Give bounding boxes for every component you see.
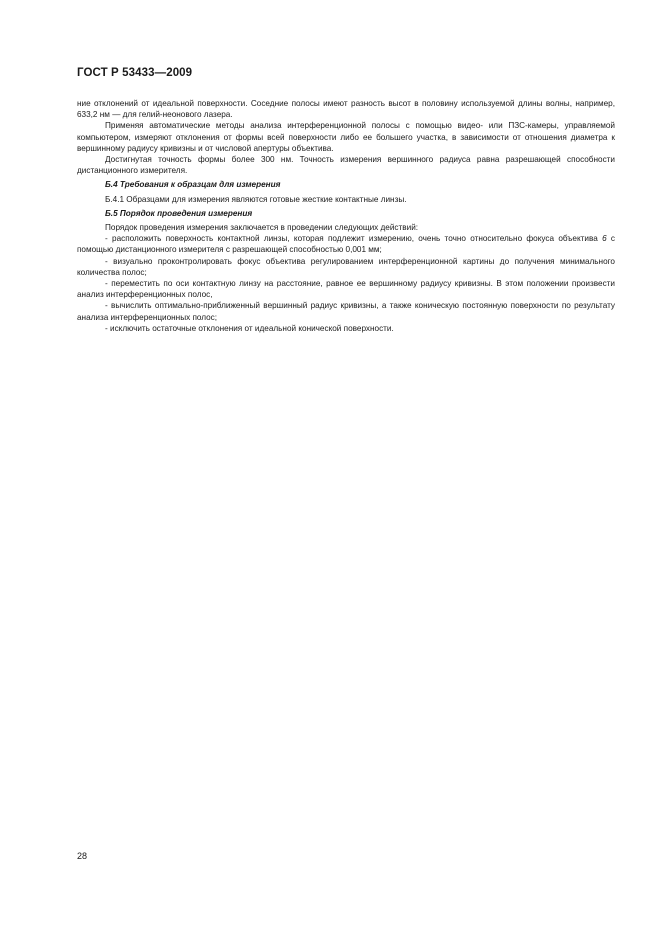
- list-item-exclude-deviations: - исключить остаточные отклонения от идеальной конической поверхности.: [105, 323, 394, 333]
- paragraph-automatic-methods: Применяя автоматические методы анализа интерференционной полосы с помощью видео- или ПЗС-камеры, управляемой компьютером, измеряют отклонения от формы всей поверхности либо ее большего участка, в зависимости от отношения диаметра к вершинному радиусу кривизны и от числовой апертуры объектива.: [77, 121, 615, 153]
- list-item-compute-radius: - вычислить оптимально-приближенный вершинный радиус кривизны, а также коническую постоянную поверхности по результату анализа интерференционных полос;: [77, 301, 615, 322]
- list-item-position-lens: [77, 233, 615, 255]
- objective-variable: 6: [602, 234, 607, 244]
- section-heading-b4: Б.4 Требования к образцам для измерения: [105, 180, 281, 190]
- paragraph-b5-intro: Порядок проведения измерения заключается в проведении следующих действий:: [105, 223, 419, 233]
- paragraph-continuation: ние отклонений от идеальной поверхности. Соседние полосы имеют разность высот в половину используемой длины волны, например, 633,2 нм — для гелий-неонового лазера.: [77, 99, 615, 120]
- list-item-text: - расположить поверхность контактной линзы, которая подлежит измерению, очень точно относительно фокуса объектива: [105, 234, 603, 244]
- list-item-text: с помощью дистанционного измерителя с разрешающей способностью 0,001 мм;: [77, 234, 616, 255]
- section-heading-b5: Б.5 Порядок проведения измерения: [105, 208, 253, 218]
- list-item-focus-control: - визуально проконтролировать фокус объектива регулированием интерференционной картины до получения минимального количества полос;: [77, 256, 615, 277]
- body-text: [77, 98, 615, 334]
- page-header: ГОСТ Р 53433—2009: [77, 67, 193, 79]
- paragraph-accuracy: Достигнутая точность формы более 300 нм. Точность измерения вершинного радиуса равна разрешающей способности дистанционного измерителя.: [77, 155, 615, 176]
- list-item-move-lens: - переместить по оси контактную линзу на расстояние, равное ее вершинному радиусу кривизны. В этом положении произвести анализ интерференционных полос,: [77, 279, 615, 300]
- page-number: 28: [77, 851, 88, 861]
- paragraph-b41: Б.4.1 Образцами для измерения являются готовые жесткие контактные линзы.: [105, 194, 407, 204]
